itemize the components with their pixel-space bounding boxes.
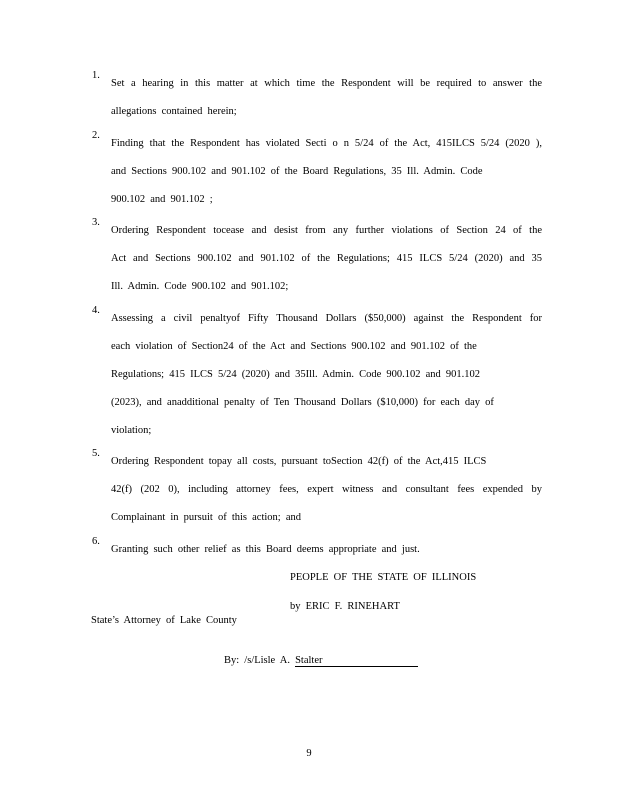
item-text-line: allegations contained herein; [111,106,237,117]
signature-line [224,655,418,667]
signature-by-line: by ERIC F. RINEHART [290,601,400,612]
item-number: 3. [92,217,100,228]
item-text-line: Regulations; 415 ILCS 5/24 (2020) and 35Ill. Admin. Code 900.102 and 901.102 [111,368,481,380]
item-number: 5. [92,448,100,459]
item-text-line: Set a hearing in this matter at which time the Respondent will be required to answer the [111,78,542,89]
item-number: 1. [92,70,100,81]
item-text-line: Act and Sections 900.102 and 901.102 of the Regulations; 415 ILCS 5/24 (2020) and 35 [111,253,542,264]
item-text-line: violation; [111,424,152,436]
item-text-line: and Sections 900.102 and 901.102 of the Board Regulations, 35 Ill. Admin. Code [111,165,483,177]
prayer-item-5 [92,448,542,532]
signature-organization: PEOPLE OF THE STATE OF ILLINOIS [290,572,477,583]
item-text-line: Finding that the Respondent has violated Secti o n 5/24 of the Act, 415ILCS 5/24 (2020 ), [111,137,542,149]
signature-name: Stalter [295,655,418,667]
item-text-line: 900.102 and 901.102 ; [111,193,213,205]
page-number: 9 [306,748,312,759]
item-number: 6. [92,535,100,547]
item-number: 4. [92,304,100,316]
prayer-item-3 [92,217,542,301]
prayer-item-4 [92,305,542,445]
prayer-item-1 [92,70,542,126]
item-text-line: each violation of Section24 of the Act and Sections 900.102 and 901.102 of the [111,340,477,352]
item-number: 2. [92,129,100,141]
prayer-for-relief-list [92,70,542,567]
signature-prefix: By: /s/Lisle A. [224,655,290,666]
prayer-item-2 [92,130,542,214]
item-text-line: Ordering Respondent tocease and desist from any further violations of Section 24 of the [111,225,542,236]
item-text-line: Assessing a civil penaltyof Fifty Thousand Dollars ($50,000) against the Respondent for [111,312,542,324]
item-text-line: Ordering Respondent topay all costs, pursuant toSection 42(f) of the Act,415 ILCS [111,456,487,467]
item-text-line: Complainant in pursuit of this action; and [111,512,301,523]
item-text-line: 42(f) (202 0), including attorney fees, expert witness and consultant fees expended by [111,484,542,495]
prayer-item-6 [92,536,542,564]
signature-title: State’s Attorney of Lake County [91,615,237,626]
item-text-line: (2023), and anadditional penalty of Ten Thousand Dollars ($10,000) for each day of [111,396,494,408]
item-text-line: Granting such other relief as this Board deems appropriate and just. [111,543,420,555]
item-text-line: Ill. Admin. Code 900.102 and 901.102; [111,281,289,292]
